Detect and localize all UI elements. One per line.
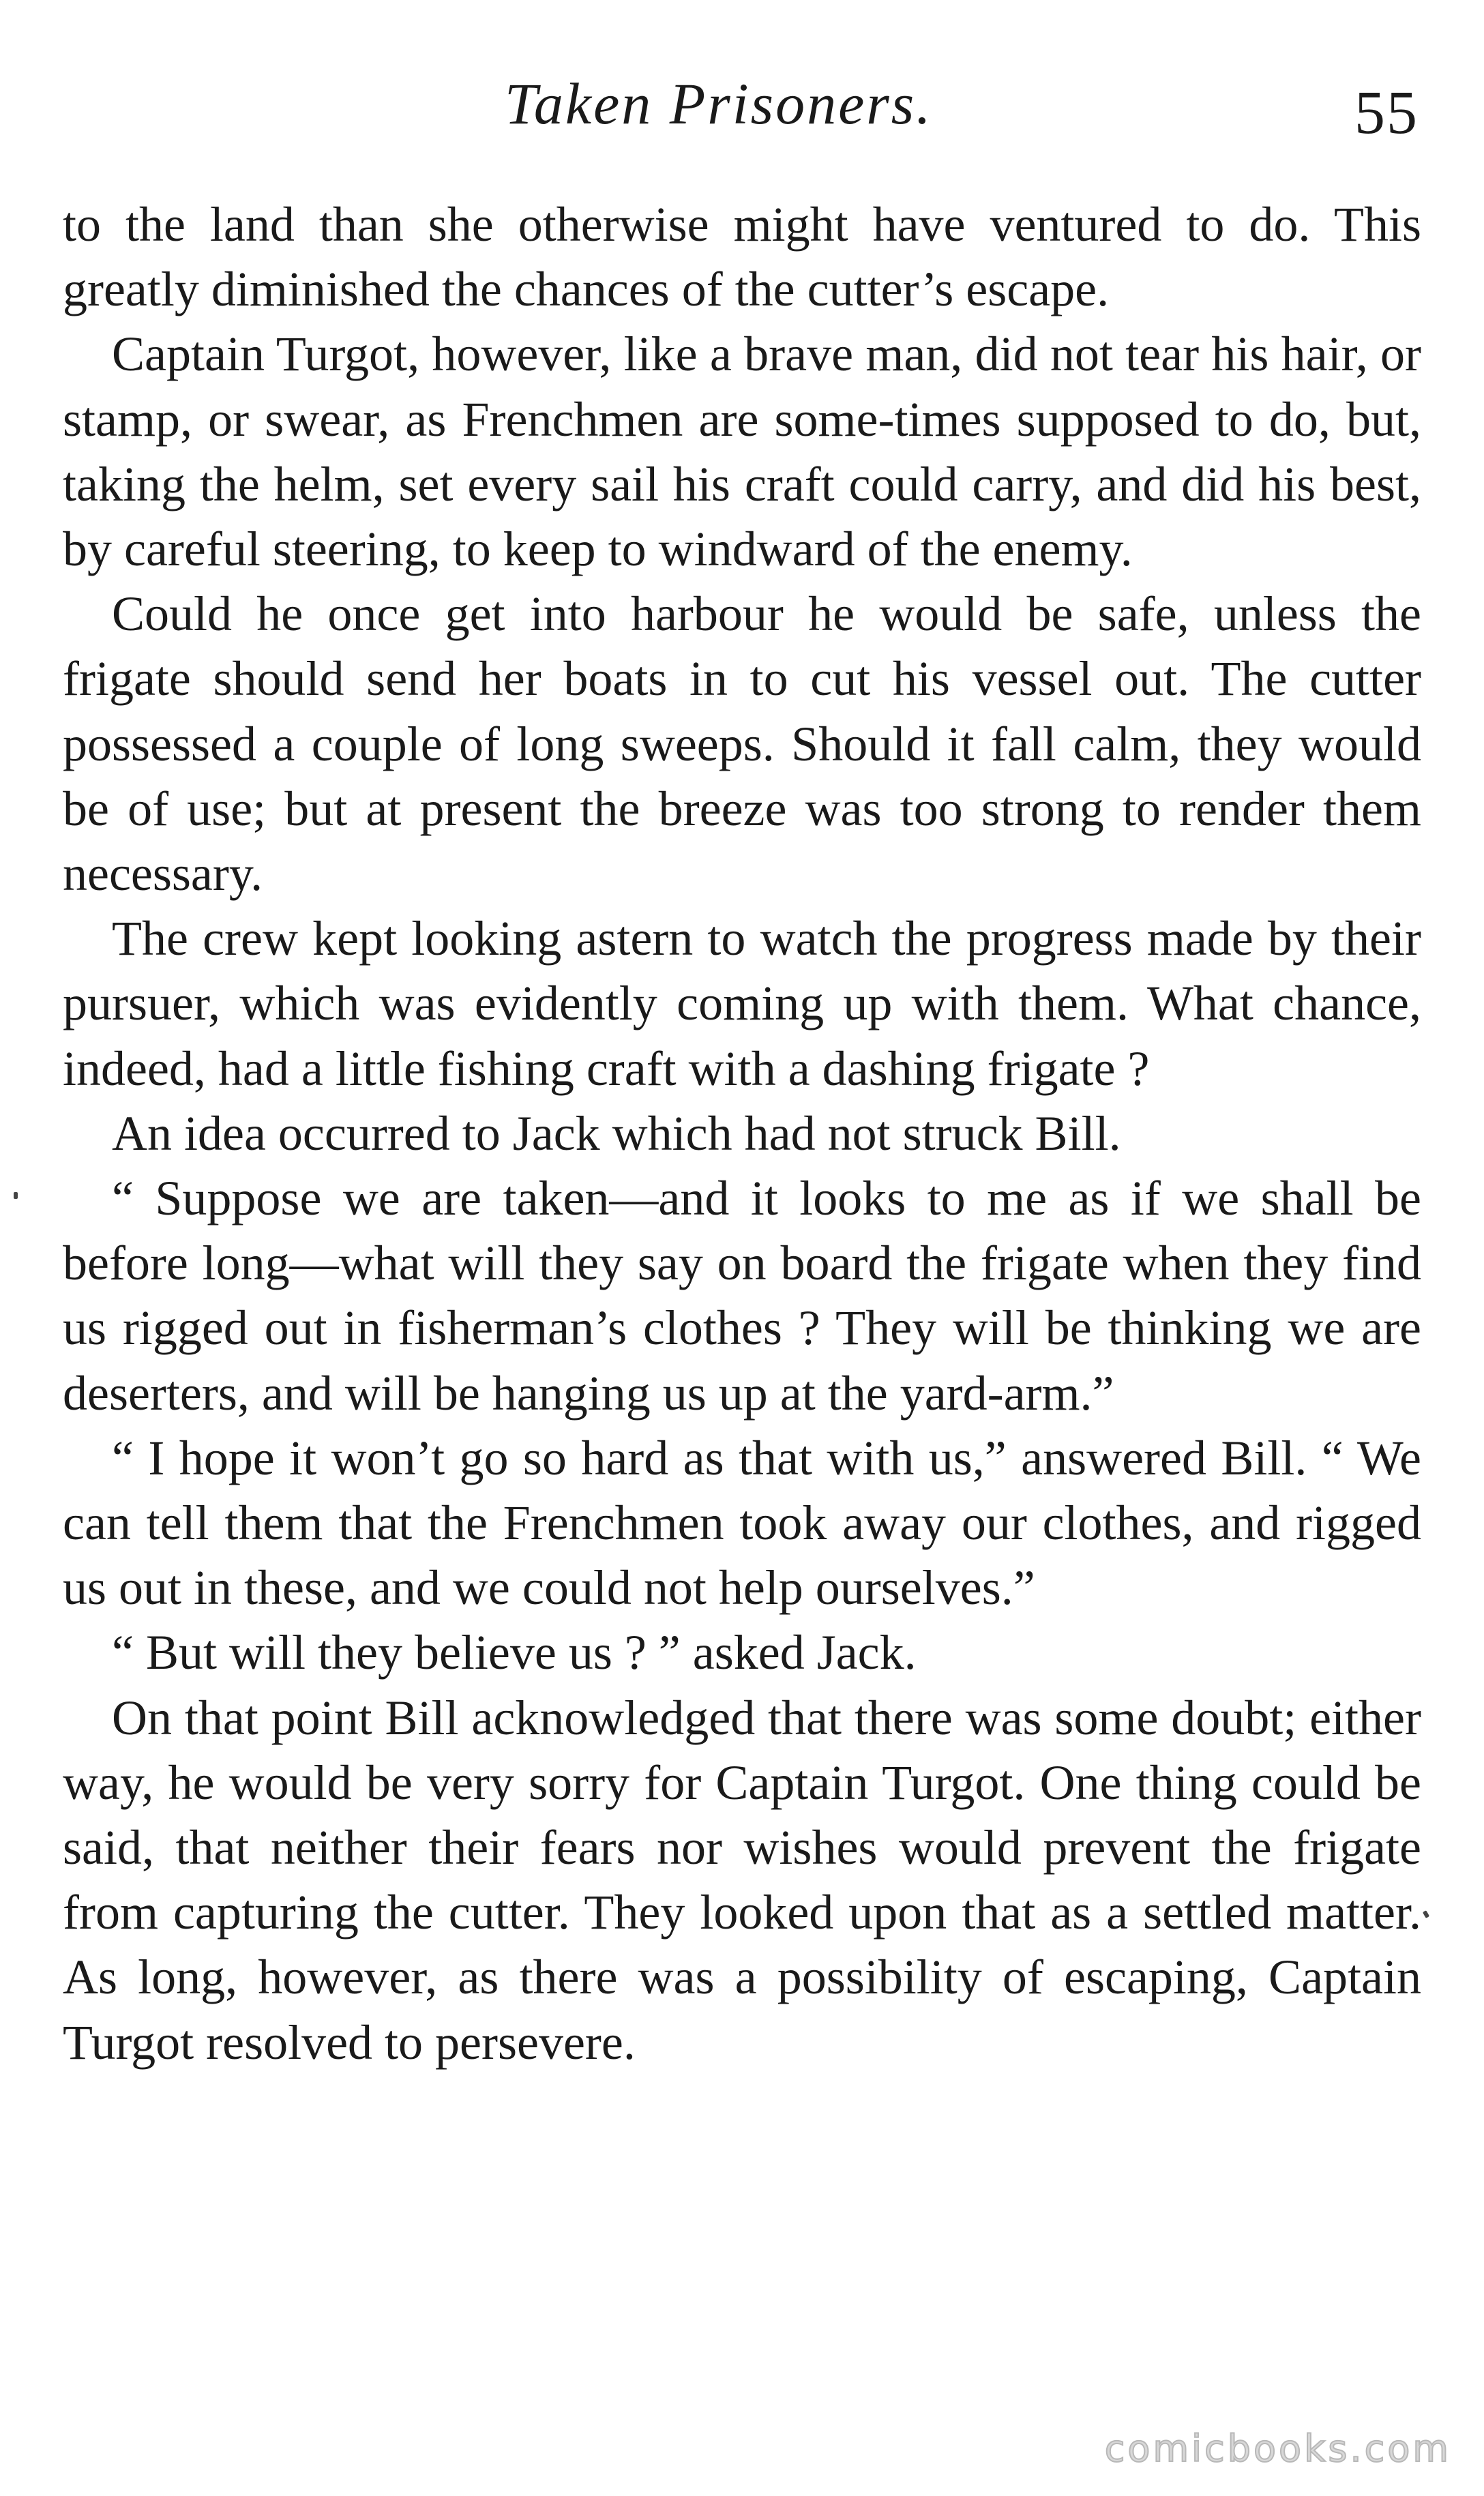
running-head [0,63,1484,145]
paragraph-1: to the land than she otherwise might have ventured to do. This greatly diminished the chances of the cutter’s escape. [63,197,1421,317]
paragraph-9: On that point Bill acknowledged that there was some doubt; either way, he would be very sorry for Captain Turgot. One thing could be said, that neither their fears nor wishes would prevent the frigate from capturing the cutter. They looked upon that as a settled matter. As long, however, as there was a possibility of escaping, Captain Turgot resolved to persevere. [63,1690,1421,2070]
body-text [63,192,1421,2075]
watermark: comicbooks.com [1104,2427,1451,2470]
print-speck [14,1192,18,1199]
print-speck [1423,1910,1429,1918]
chapter-title: Taken Prisoners. [505,71,933,136]
paragraph-6: “ Suppose we are taken—and it looks to me as if we shall be before long—what will they say on board the frigate when they find us rigged out in fisherman’s clothes ? They will be thinking we are deserters, and will be hanging us up at the yard-arm.” [63,1171,1421,1421]
paragraph-3: Could he once get into harbour he would be safe, unless the frigate should send her boats in to cut his vessel out. The cutter possessed a couple of long sweeps. Should it fall calm, they would be of use; but at present the breeze was too strong to render them necessary. [63,586,1421,902]
paragraph-7: “ I hope it won’t go so hard as that with us,” answered Bill. “ We can tell them that the Frenchmen took away our clothes, and rigged us out in these, and we could not help ourselves.” [63,1430,1421,1616]
paragraph-5: An idea occurred to Jack which had not struck Bill. [112,1105,1121,1161]
paragraph-2: Captain Turgot, however, like a brave man, did not tear his hair, or stamp, or swear, as Frenchmen are some-times supposed to do, but, taking the helm, set every sail his craft could carry, and did his best, by careful steering, to keep to windward of the enemy. [63,327,1421,577]
paragraph-4: The crew kept looking astern to watch the progress made by their pursuer, which was evidently coming up with them. What chance, indeed, had a little fishing craft with a dashing frigate ? [63,911,1421,1096]
paragraph-8: “ But will they believe us ? ” asked Jack. [112,1625,917,1680]
page-number: 55 [1354,79,1419,147]
